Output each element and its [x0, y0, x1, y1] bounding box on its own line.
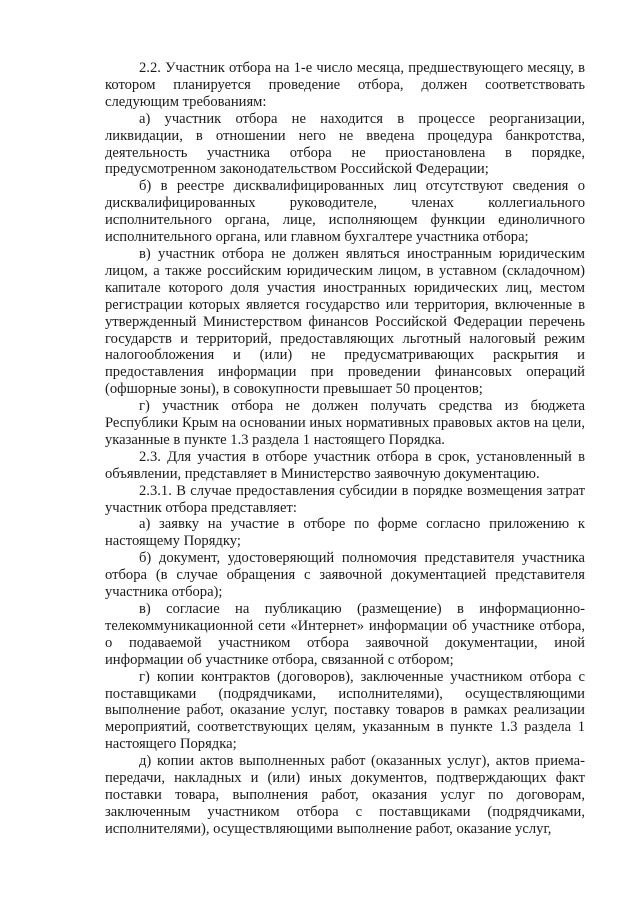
clause-2-3-1-d: д) копии актов выполненных работ (оказанных услуг), актов приема-передачи, накладных и (или) иных документов, подтверждающих факт поставки товара, выполнения работ, оказания услуг по договорам, заключенным участником отбора с поставщиками (подрядчиками, исполнителями), осуществляющими выполнение работ, оказание услуг,: [105, 753, 585, 837]
clause-2-2-a: а) участник отбора не находится в процессе реорганизации, ликвидации, в отношении него не введена процедура банкротства, деятельность участника отбора не приостановлена в порядке, предусмотренном законодательством Российской Федерации;: [105, 110, 585, 178]
document-page: [105, 60, 585, 838]
clause-2-2-b: б) в реестре дисквалифицированных лиц отсутствуют сведения о дисквалифицированных руководителе, членах коллегиального исполнительного органа, лице, исполняющем функции единоличного исполнительного органа, или главном бухгалтере участника отбора;: [105, 178, 585, 246]
clause-2-3-1-b: б) документ, удостоверяющий полномочия представителя участника отбора (в случае обращения с заявочной документацией представителя участника отбора);: [105, 550, 585, 601]
clause-2-2-g: г) участник отбора не должен получать средства из бюджета Республики Крым на основании иных нормативных правовых актов на цели, указанные в пункте 1.3 раздела 1 настоящего Порядка.: [105, 398, 585, 448]
clause-2-3-1: 2.3.1. В случае предоставления субсидии в порядке возмещения затрат участник отбора представляет:: [105, 482, 585, 516]
clause-2-3-1-g: г) копии контрактов (договоров), заключенные участником отбора с поставщиками (подрядчиками, исполнителями), осуществляющими выполнение работ, оказание услуг, поставку товаров в рамках реализации мероприятий, соответствующих целям, указанным в пункте 1.3 раздела 1 настоящего Порядка;: [105, 668, 585, 753]
clause-2-3-1-a: а) заявку на участие в отборе по форме согласно приложению к настоящему Порядку;: [105, 516, 585, 550]
clause-2-2-v: в) участник отбора не должен являться иностранным юридическим лицом, а также российским юридическим лицом, в уставном (складочном) капитале которого доля участия иностранных юридических лиц, местом регистрации которых является государство или территория, включенные в утвержденный Министерством финансов Российской Федерации перечень государств и территорий, предоставляющих льготный налоговый режим налогообложения и (или) не предусматривающих раскрытия и предоставления информации при проведении финансовых операций (офшорные зоны), в совокупности превышает 50 процентов;: [105, 245, 585, 398]
clause-2-3-1-v: в) согласие на публикацию (размещение) в информационно-телекоммуникационной сети «Интернет» информации об участнике отбора, о подаваемой участником отбора заявочной документации, иной информации об участнике отбора, связанной с отбором;: [105, 601, 585, 668]
clause-2-3: 2.3. Для участия в отборе участник отбора в срок, установленный в объявлении, представляет в Министерство заявочную документацию.: [105, 448, 585, 482]
clause-2-2: 2.2. Участник отбора на 1-е число месяца, предшествующего месяцу, в котором планируется проведение отбора, должен соответствовать следующим требованиям:: [105, 60, 585, 110]
